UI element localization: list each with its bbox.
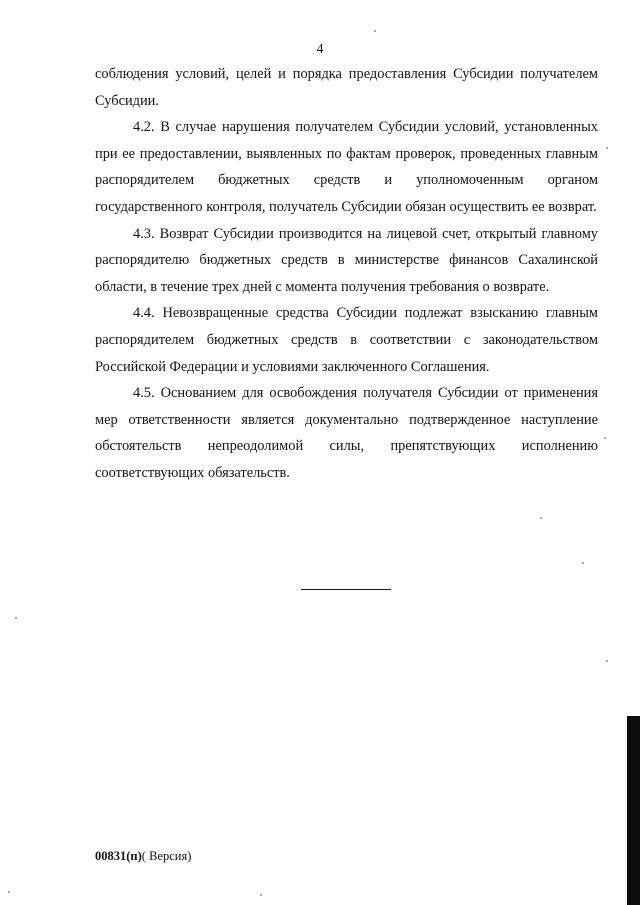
document-body: [95, 61, 598, 487]
scan-speck: [606, 660, 608, 662]
paragraph-4-5: 4.5. Основанием для освобождения получателя Субсидии от применения мер ответственности является документально подтвержденное наступление обстоятельств непреодолимой силы, препятствующих исполнению соответствующих обязательств.: [95, 385, 598, 481]
scan-speck: [540, 517, 542, 519]
scan-speck: [374, 30, 376, 32]
scan-edge-bar: [627, 716, 640, 905]
scan-speck: [8, 891, 10, 893]
paragraph-continuation: соблюдения условий, целей и порядка предоставления Субсидии получателем Субсидии.: [95, 66, 598, 109]
scan-speck: [582, 562, 584, 564]
document-code: 00831(п): [95, 849, 142, 863]
paragraph-4-3: 4.3. Возврат Субсидии производится на лицевой счет, открытый главному распорядителю бюджетных средств в министерстве финансов Сахалинской области, в течение трех дней с момента получения требования о возврате.: [95, 225, 598, 295]
document-version: ( Версия): [141, 849, 192, 863]
scan-speck: [15, 617, 17, 619]
scan-speck: [604, 437, 606, 439]
scan-speck: [260, 894, 262, 896]
paragraph-4-4: 4.4. Невозвращенные средства Субсидии подлежат взысканию главным распорядителем бюджетных средств в соответствии с законодательством Российской Федерации и условиями заключенного Соглашения.: [95, 305, 598, 375]
scan-speck: [606, 147, 608, 149]
paragraph-4-2: 4.2. В случае нарушения получателем Субсидии условий, установленных при ее предоставлении, выявленных по фактам проверок, проведенных главным распорядителем бюджетных средств и уполномоченным органом государственного контроля, получатель Субсидии обязан осуществить ее возврат.: [95, 119, 598, 215]
document-footer: [95, 848, 191, 864]
end-separator-line: [301, 589, 391, 590]
page-number: 4: [316, 42, 324, 57]
